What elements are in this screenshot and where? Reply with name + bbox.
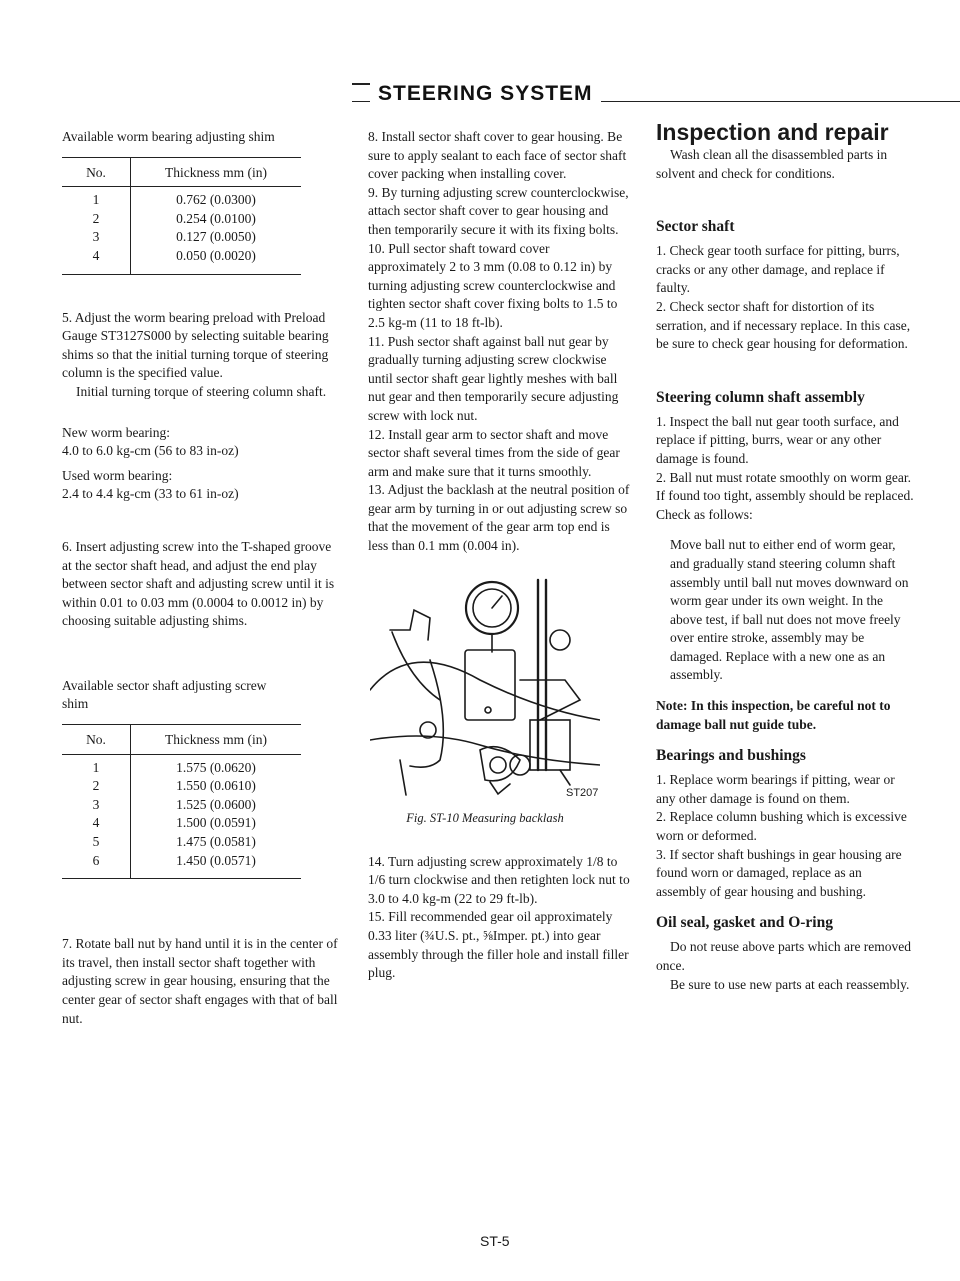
bearings-step-3: 3. If sector shaft bushings in gear housing are found worn or damaged, replace as an assembly of gear housing and bushing. <box>656 846 902 899</box>
oil-seal-text-2: Be sure to use new parts at each reassembly. <box>670 976 910 992</box>
subsection-sector-shaft: Sector shaft <box>656 218 735 236</box>
table-cell: 0.050 (0.0020) <box>131 247 302 274</box>
column-right <box>656 118 914 994</box>
note-text: Note: In this inspection, be careful not to damage ball nut guide tube. <box>656 698 891 732</box>
table-row <box>62 814 301 833</box>
table-row <box>62 796 301 815</box>
step-12: 12. Install gear arm to sector shaft and move sector shaft several times from the side of gear arm and make sure that it turns smoothly. <box>368 426 620 479</box>
table-row <box>62 187 301 210</box>
table-cell: 1.475 (0.0581) <box>176 834 256 850</box>
spec-used-label: Used worm bearing: <box>62 467 173 483</box>
table-caption-worm-shim: Available worm bearing adjusting shim <box>62 129 275 144</box>
table-cell: 2 <box>62 777 131 796</box>
table-row <box>62 210 301 229</box>
step-8: 8. Install sector shaft cover to gear housing. Be sure to apply sealant to each face of sector shaft cover packing when installing cover. <box>368 129 627 182</box>
table-cell: 0.127 (0.0050) <box>176 229 256 245</box>
column-step-1: 1. Inspect the ball nut gear tooth surface, and replace if pitting, burrs, wear or any other damage is found. <box>656 413 899 466</box>
table-cell: 2 <box>62 210 131 229</box>
table-row <box>62 247 301 274</box>
subsection-oil-seal: Oil seal, gasket and O-ring <box>656 914 833 932</box>
table-cell: 1.450 (0.0571) <box>131 852 302 879</box>
table-cell: 1 <box>62 187 131 210</box>
dial-gauge-illustration <box>370 570 600 802</box>
worm-shim-table <box>62 157 301 275</box>
step-10: 10. Pull sector shaft toward cover approximately 2 to 3 mm (0.08 to 0.12 in) by turning adjusting screw counterclockwise and tighten sector shaft cover fixing bolts to 1.5 to 2.5 kg-m (11 to 18 ft-lb). <box>368 240 618 330</box>
figure-caption: Fig. ST-10 Measuring backlash <box>406 811 564 826</box>
table-cell: 1.525 (0.0600) <box>176 796 256 812</box>
table-cell: 3 <box>62 228 131 247</box>
table-cell: 3 <box>62 796 131 815</box>
table-row <box>62 228 301 247</box>
figure-code: ST207 <box>566 786 599 799</box>
table-cell: 1.500 (0.0591) <box>176 815 256 831</box>
table-row <box>62 833 301 852</box>
spec-new-label: New worm bearing: <box>62 424 170 440</box>
bearings-step-1: 1. Replace worm bearings if pitting, wear or any other damage is found on them. <box>656 772 895 806</box>
subsection-steering-column: Steering column shaft assembly <box>656 388 865 406</box>
sector-step-1: 1. Check gear tooth surface for pitting, burrs, cracks or any other damage, and replace if faulty. <box>656 243 900 296</box>
sector-shim-table <box>62 724 301 879</box>
step-5: 5. Adjust the worm bearing preload with Preload Gauge ST3127S000 by selecting suitable bearing shims so that the initial turning torque of steering column is the specified value. <box>62 309 329 381</box>
table-cell: 4 <box>62 247 131 274</box>
table-cell: 5 <box>62 833 131 852</box>
table-cell: 1.550 (0.0610) <box>176 778 256 794</box>
column-middle <box>368 128 630 983</box>
page-title: STEERING SYSTEM <box>370 82 601 106</box>
section-title-inspection: Inspection and repair <box>656 119 889 145</box>
step-13: 13. Adjust the backlash at the neutral position of gear arm by turning in or out adjusting screw so that the movement of the gear arm top end is less than 0.1 mm (0.004 in). <box>368 482 630 554</box>
inspection-intro: Wash clean all the disassembled parts in solvent and check for conditions. <box>656 147 888 181</box>
spec-used-value: 2.4 to 4.4 kg-cm (33 to 61 in-oz) <box>62 486 239 502</box>
table-row <box>62 852 301 879</box>
table-header-no: No. <box>62 157 131 187</box>
bearings-step-2: 2. Replace column bushing which is excessive worn or deformed. <box>656 809 907 844</box>
step-6: 6. Insert adjusting screw into the T-shaped groove at the sector shaft head, and adjust the end play between sector shaft and adjusting screw until it is within 0.01 to 0.03 mm (0.0004 to 0.0012 in) by choosing suitable adjusting shims. <box>62 538 335 629</box>
column-test-detail: Move ball nut to either end of worm gear, and gradually stand steering column shaft assembly until ball nut moves downward on worm gear under its own weight. In the above test, if ball nut does not move freely over entire stroke, assembly may be damaged. Replace with a new one as an assembly. <box>670 537 909 683</box>
table-cell: 1.575 (0.0620) <box>176 759 256 775</box>
table-cell: 4 <box>62 814 131 833</box>
table-caption-sector-shim: Available sector shaft adjusting screw shim <box>62 677 267 712</box>
spec-new-value: 4.0 to 6.0 kg-cm (56 to 83 in-oz) <box>62 443 239 459</box>
step-5-sub: Initial turning torque of steering column shaft. <box>76 383 327 399</box>
table-cell: 0.762 (0.0300) <box>176 192 256 208</box>
sector-step-2: 2. Check sector shaft for distortion of its serration, and if necessary replace. In this case, be sure to check gear housing for deformation. <box>656 298 911 352</box>
step-9: 9. By turning adjusting screw counterclockwise, attach sector shaft cover to gear housing and then temporarily secure it with its fixing bolts. <box>368 184 629 237</box>
page-number: ST-5 <box>480 1233 510 1249</box>
table-header-thickness: Thickness mm (in) <box>131 157 302 187</box>
step-14: 14. Turn adjusting screw approximately 1/8 to 1/6 turn clockwise and then retighten lock nut to 3.0 to 4.0 kg-m (22 to 29 ft-lb). <box>368 853 630 906</box>
step-7: 7. Rotate ball nut by hand until it is in the center of its travel, then install sector shaft together with adjusting screw in gear housing, ensuring that the center gear of sector shaft engages with that of ball nut. <box>62 936 338 1026</box>
subsection-bearings: Bearings and bushings <box>656 747 806 765</box>
table-cell: 6 <box>62 852 131 879</box>
step-15: 15. Fill recommended gear oil approximately 0.33 liter (¾U.S. pt., ⅝Imper. pt.) into gear assembly through the filler hole and install filler plug. <box>368 909 629 981</box>
table-row <box>62 754 301 777</box>
table-header-no: No. <box>62 725 131 755</box>
table-header-thickness: Thickness mm (in) <box>131 725 302 755</box>
column-left <box>62 128 340 1028</box>
backlash-figure <box>370 570 600 826</box>
step-11: 11. Push sector shaft against ball nut gear by gradually turning adjusting screw clockwise until sector shaft gear lightly meshes with ball nut gear and then temporarily secure adjusting screw with lock nut. <box>368 333 619 423</box>
table-row <box>62 777 301 796</box>
table-cell: 0.254 (0.0100) <box>176 210 256 226</box>
column-step-2: 2. Ball nut must rotate smoothly on worm gear. If found too tight, assembly should be replaced. Check as follows: <box>656 469 914 522</box>
table-cell: 1 <box>62 754 131 777</box>
oil-seal-text-1: Do not reuse above parts which are removed once. <box>656 939 912 973</box>
